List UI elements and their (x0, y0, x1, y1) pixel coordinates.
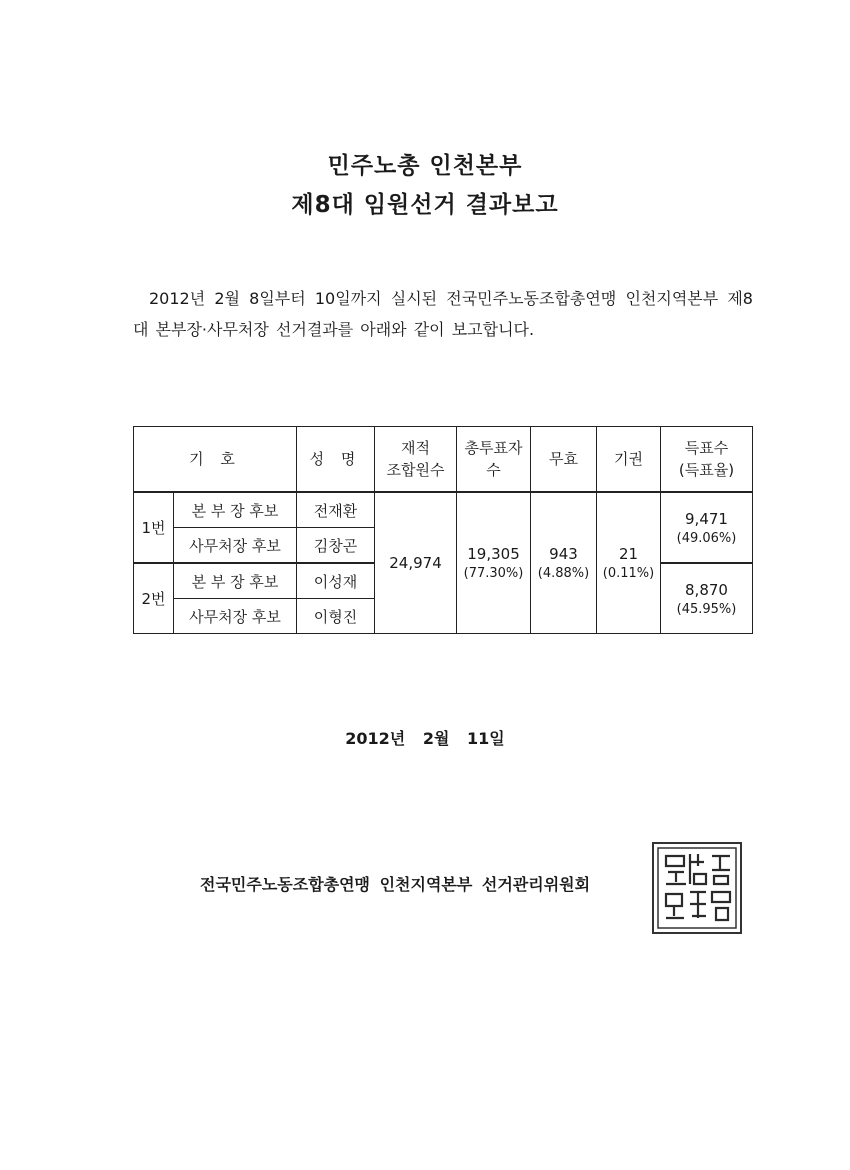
candidate-2-name-2: 이형진 (297, 599, 375, 634)
candidate-2-role-2: 사무처장 후보 (174, 599, 297, 634)
header-total-voters: 총투표자 수 (457, 427, 531, 493)
invalid-cell: 943 (4.88%) (531, 492, 597, 634)
header-name: 성 명 (297, 427, 375, 493)
official-seal-icon (652, 842, 742, 934)
abstain-cell: 21 (0.11%) (597, 492, 661, 634)
election-results-table (133, 426, 753, 634)
candidate-1-role-2: 사무처장 후보 (174, 528, 297, 564)
header-invalid: 무효 (531, 427, 597, 493)
header-abstain: 기권 (597, 427, 661, 493)
candidate-2-name-1: 이성재 (297, 563, 375, 599)
candidate-1-role-1: 본 부 장 후보 (174, 492, 297, 528)
report-body-text: 2012년 2월 8일부터 10일까지 실시된 전국민주노동조합총연맹 인천지역본부 제8대 본부장·사무처장 선거결과를 아래와 같이 보고합니다. (133, 289, 753, 339)
candidate-1-name-1: 전재환 (297, 492, 375, 528)
title-line-1: 민주노총 인천본부 (327, 153, 523, 179)
table-row (134, 492, 753, 528)
table-header-row (134, 427, 753, 493)
candidate-2-votes: 8,870 (45.95%) (661, 563, 753, 634)
candidate-1-number: 1번 (134, 492, 174, 563)
header-symbol: 기 호 (134, 427, 297, 493)
report-body (133, 283, 753, 345)
total-voters-cell: 19,305 (77.30%) (457, 492, 531, 634)
candidate-1-votes: 9,471 (49.06%) (661, 492, 753, 563)
header-votes: 득표수 (득표율) (661, 427, 753, 493)
candidate-2-role-1: 본 부 장 후보 (174, 563, 297, 599)
header-members: 재적 조합원수 (375, 427, 457, 493)
candidate-1-name-2: 김창곤 (297, 528, 375, 564)
candidate-2-number: 2번 (134, 563, 174, 634)
title-line-2: 제8대 임원선거 결과보고 (291, 192, 559, 218)
organization-name: 전국민주노동조합총연맹 인천지역본부 선거관리위원회 (200, 875, 591, 894)
members-count: 24,974 (375, 492, 457, 634)
report-date: 2012년 2월 11일 (345, 729, 505, 748)
